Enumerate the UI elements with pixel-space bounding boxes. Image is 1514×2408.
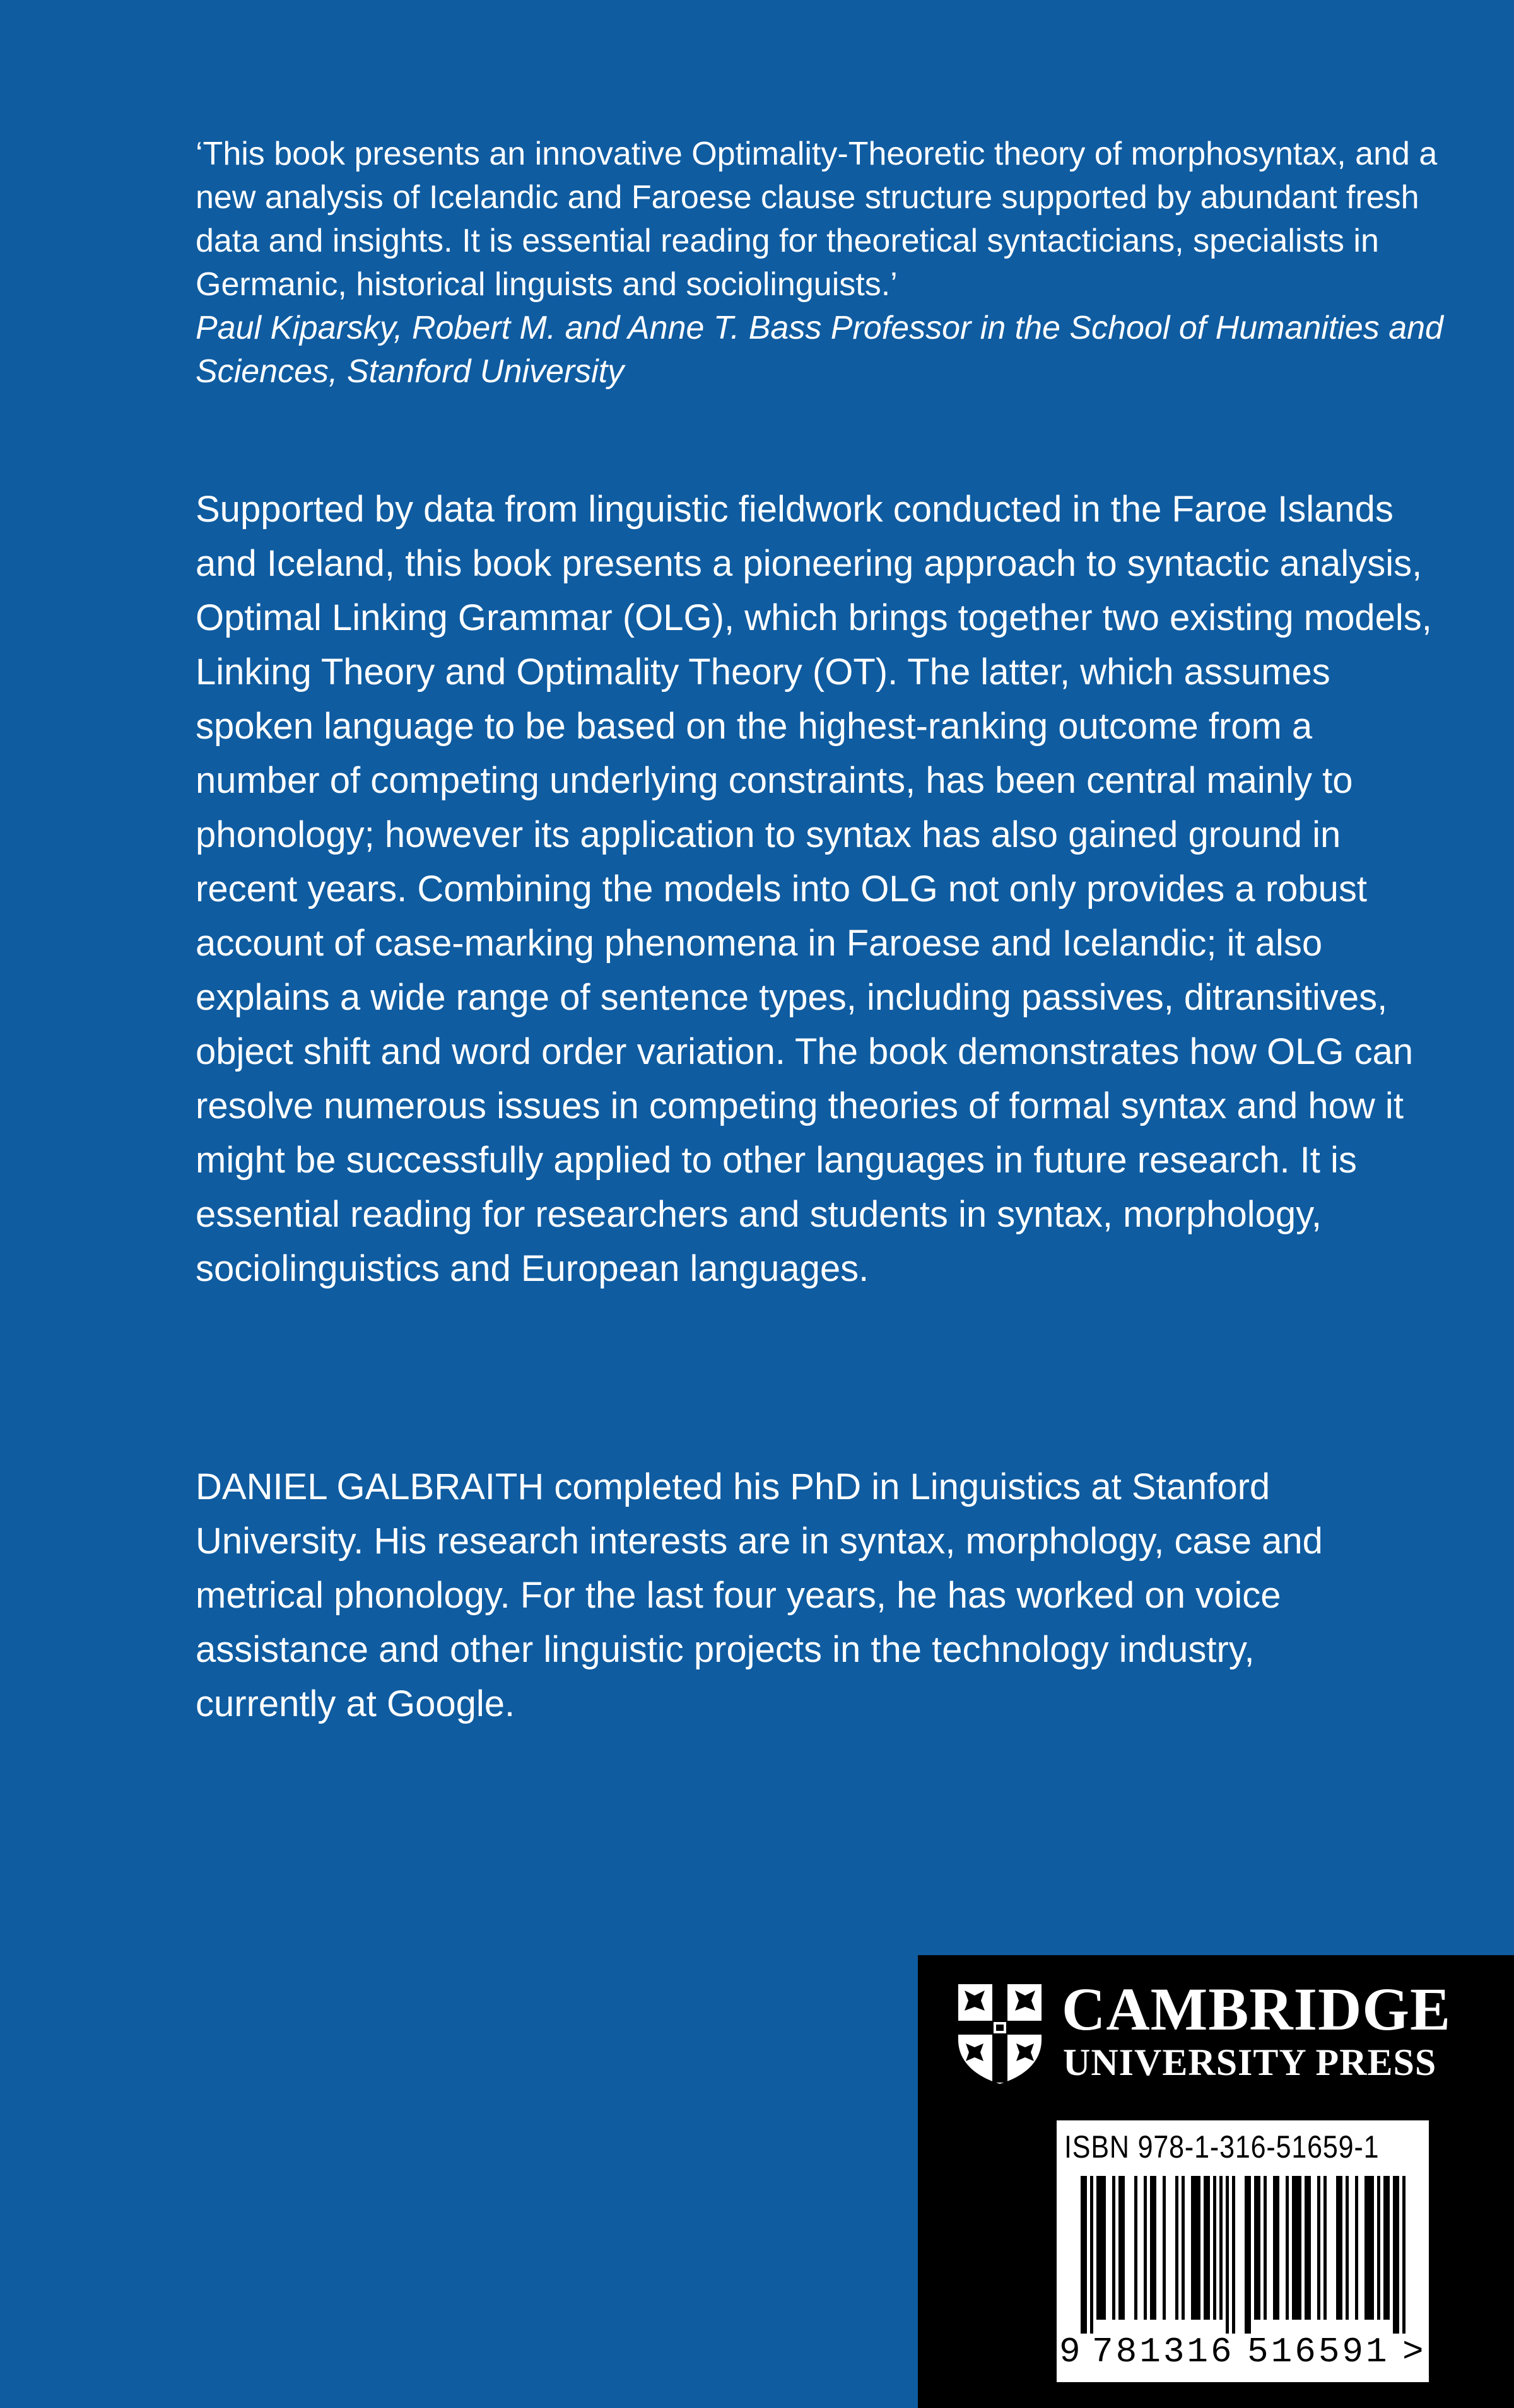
barcode-bar [1273,2176,1279,2320]
barcode-bar [1191,2176,1200,2320]
barcode-bar [1383,2176,1390,2320]
barcode-bar [1264,2176,1267,2320]
barcode-bar [1355,2176,1358,2320]
barcode-arrow: > [1402,2332,1424,2372]
endorsement-block [196,132,1445,394]
author-bio: DANIEL GALBRAITH completed his PhD in Linguistics at Stanford University. His research interests are in syntax, morphology, case and metrical phonology. For the last four years, he has worked on voice assistance and other linguistic projects in the technology industry, currently at Google. [196,1466,1323,1724]
barcode-bar [1150,2176,1156,2320]
barcode-bar [1305,2176,1311,2320]
endorsement-quote: ‘This book presents an innovative Optimality-Theoretic theory of morphosyntax, and a new analysis of Icelandic and Faroese clause structure supported by abundant fresh data and insights. It is essential reading for theoretical syntacticians, specialists in Germanic, historical linguists and sociolinguists.’ [196,136,1438,303]
cambridge-crest-icon [956,1982,1044,2086]
barcode-bar [1096,2176,1106,2320]
barcode-digit-first: 9 [1059,2332,1081,2372]
barcode-bar [1292,2176,1301,2320]
barcode-bar [1081,2176,1087,2334]
barcode-digits [1057,2330,1429,2374]
barcode-bars [1081,2176,1409,2334]
barcode-bar [1118,2176,1125,2320]
barcode-bar [1346,2176,1349,2320]
barcode-digits-left: 781316 [1092,2332,1235,2372]
isbn-barcode [1057,2120,1429,2382]
barcode-bar [1144,2176,1147,2320]
publisher-box [918,1955,1514,2408]
barcode-bar [1317,2176,1320,2320]
barcode-bar [1402,2176,1405,2334]
barcode-bar [1219,2176,1223,2320]
barcode-bar [1286,2176,1289,2320]
barcode-bar [1204,2176,1210,2320]
barcode-bar [1245,2176,1251,2334]
barcode-bar [1393,2176,1399,2334]
barcode-bar [1134,2176,1137,2320]
barcode-bar [1336,2176,1342,2320]
barcode-bar [1182,2176,1185,2320]
barcode-bar [1090,2176,1093,2334]
publisher-name: CAMBRIDGE [1062,1975,1452,2043]
endorsement-attribution: Paul Kiparsky, Robert M. and Anne T. Bass Professor in the School of Humanities and Sciences, Stanford University [196,310,1443,390]
barcode-bar [1254,2176,1260,2320]
publisher-subname: UNIVERSITY PRESS [1063,2042,1437,2083]
book-description: Supported by data from linguistic fieldwork conducted in the Faroe Islands and Iceland, this book presents a pioneering approach to syntactic analysis, Optimal Linking Grammar (OLG), which brings together two existing models, Linking Theory and Optimality Theory (OT). The latter, which assumes spoken language to be based on the highest-ranking outcome from a number of competing underlying constraints, has been central mainly to phonology; however its application to syntax has also gained ground in recent years. Combining the models into OLG not only provides a robust account of case-marking phenomena in Faroese and Icelandic; it also explains a wide range of sentence types, including passives, ditransitives, object shift and word order variation. The book demonstrates how OLG can resolve numerous issues in competing theories of formal syntax and how it might be successfully applied to other languages in future research. It is essential reading for researchers and students in syntax, morphology, sociolinguistics and European languages. [196,489,1432,1289]
barcode-bar [1226,2176,1229,2334]
isbn-label: ISBN 978-1-316-51659-1 [1064,2129,1380,2165]
barcode-bar [1377,2176,1380,2320]
barcode-bar [1232,2176,1235,2334]
barcode-bar [1323,2176,1327,2320]
barcode-bar [1213,2176,1216,2320]
barcode-bar [1163,2176,1166,2320]
barcode-bar [1175,2176,1178,2320]
barcode-bar [1364,2176,1374,2320]
barcode-digits-right: 516591 [1247,2332,1390,2372]
barcode-bar [1112,2176,1115,2320]
